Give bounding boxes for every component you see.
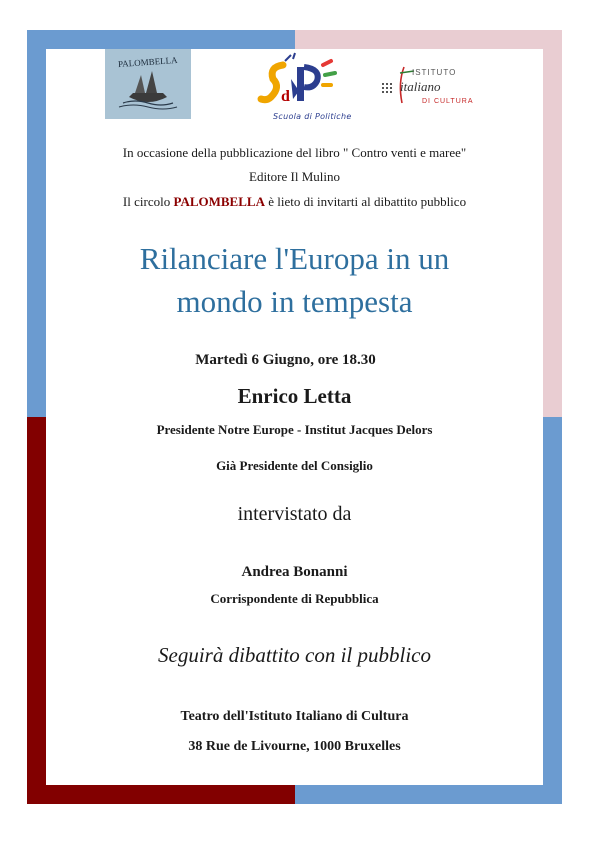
intro-line-3-after: è lieto di invitarti al dibattito pubblico — [264, 194, 467, 209]
palombella-highlight: PALOMBELLA — [173, 194, 265, 209]
venue-line-1: Teatro dell'Istituto Italiano di Cultura — [180, 709, 409, 724]
iic-logo-line1: ISTITUTO — [412, 68, 457, 77]
venue-line-2: 38 Rue de Livourne, 1000 Bruxelles — [188, 739, 401, 754]
followup-text: Seguirà dibattito con il pubblico — [158, 643, 431, 667]
palombella-logo — [105, 49, 191, 119]
sdp-logo — [251, 51, 351, 121]
speaker-role-1: Presidente Notre Europe - Institut Jacques Delors — [156, 422, 433, 437]
event-date: Martedì 6 Giugno, ore 18.30 — [195, 352, 376, 368]
event-title-line-2: mondo in tempesta — [176, 284, 413, 319]
sdp-logo-caption: Scuola di Politiche — [273, 112, 352, 121]
iic-logo-line3: DI CULTURA — [422, 98, 474, 105]
intro-line-2: Editore Il Mulino — [249, 169, 340, 184]
invitation-card — [46, 49, 543, 785]
ship-drawing-logo-icon — [105, 49, 191, 119]
interviewer-role: Corrispondente di Repubblica — [210, 591, 379, 606]
speaker-role-2: Già Presidente del Consiglio — [216, 458, 373, 473]
event-title-line-1: Rilanciare l'Europa in un — [139, 241, 450, 276]
interview-text: intervistato da — [237, 503, 352, 525]
intro-line-1: In occasione della pubblicazione del libro " Contro venti e maree" — [122, 145, 467, 160]
event-title — [46, 237, 543, 323]
sdp-colorful-logo-icon — [251, 51, 351, 113]
iic-logo-icon — [378, 63, 488, 113]
speaker-name: Enrico Letta — [237, 384, 352, 408]
interviewer-name: Andrea Bonanni — [241, 564, 348, 580]
palombella-logo-text: PALOMBELLA — [117, 54, 178, 70]
intro-line-3-before: Il circolo — [122, 194, 174, 209]
iic-logo-line2: italiano — [400, 79, 441, 94]
iic-logo — [378, 63, 488, 113]
intro-line-3 — [46, 194, 543, 210]
svg-text:d: d — [281, 88, 290, 105]
